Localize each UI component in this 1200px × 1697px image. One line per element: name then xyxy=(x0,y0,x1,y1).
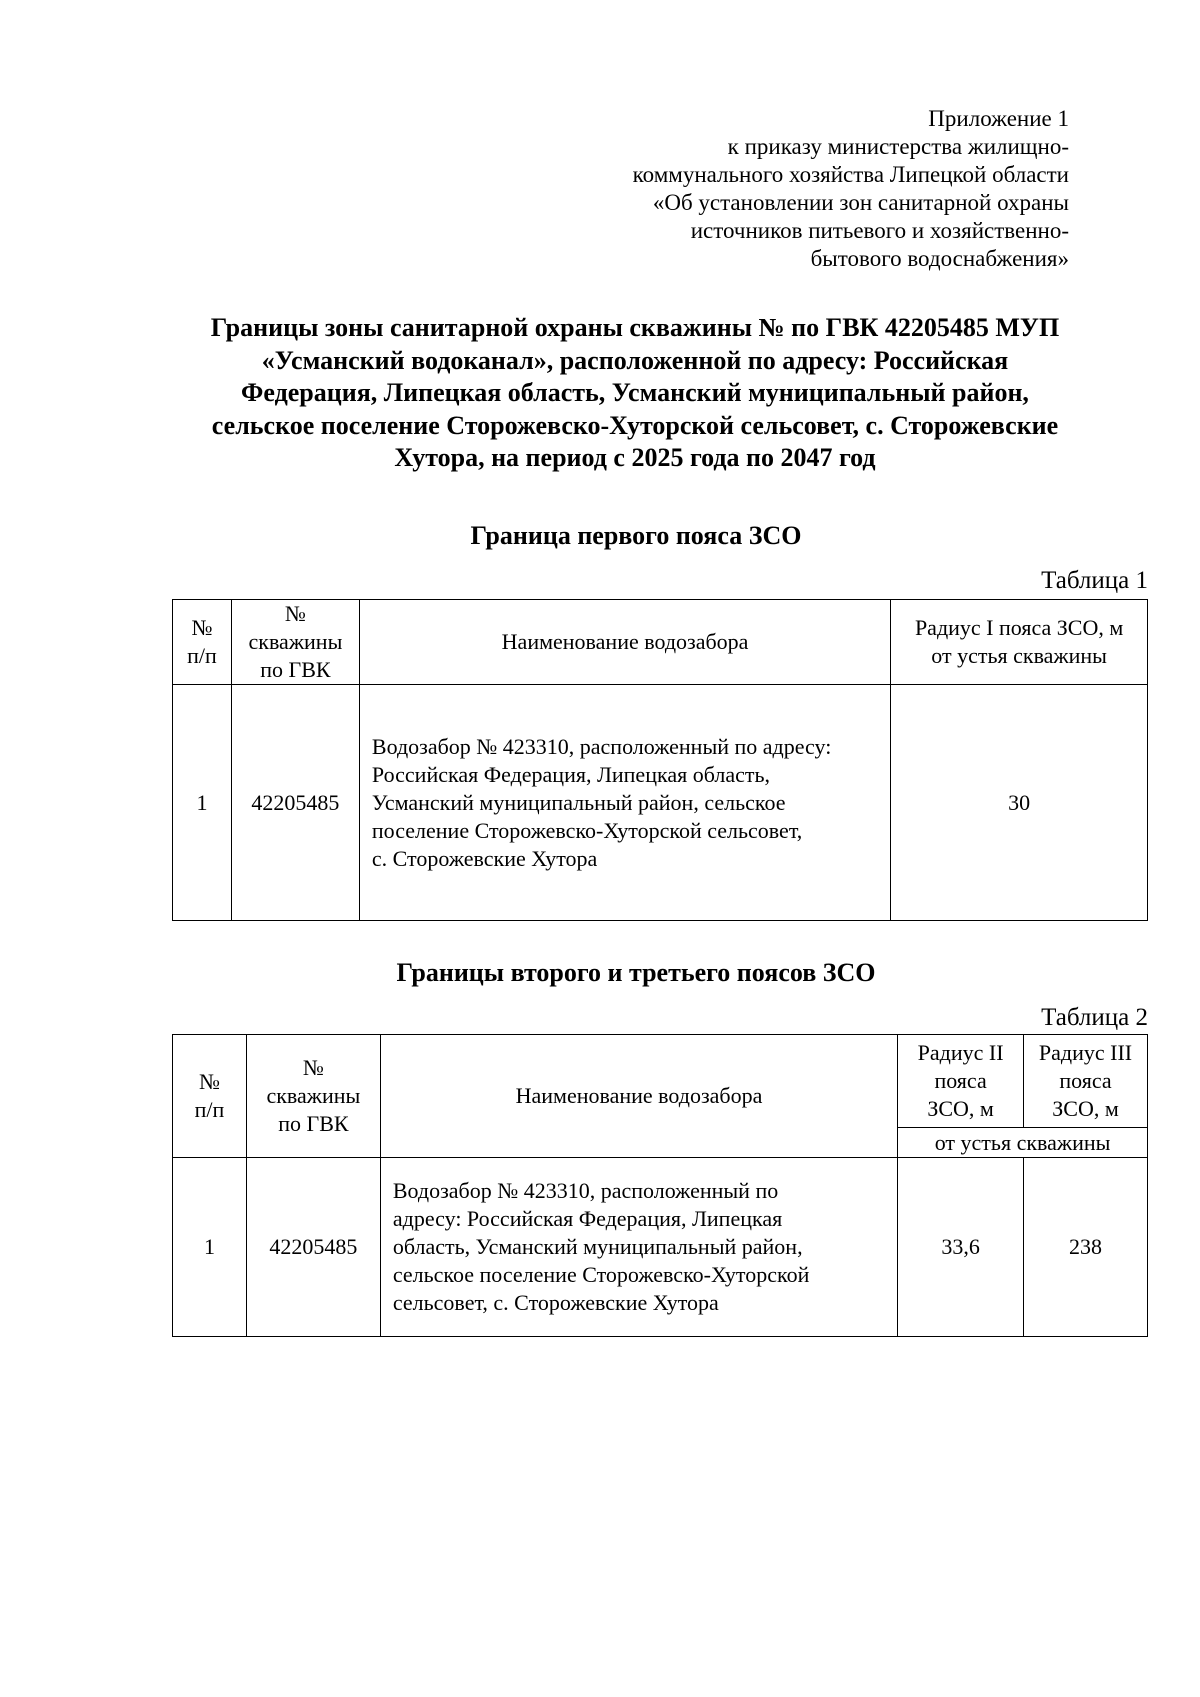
cell-well: 42205485 xyxy=(231,685,359,921)
title-line: Федерация, Липецкая область, Усманский муниципальный район, xyxy=(241,378,1029,407)
zone1-table xyxy=(172,599,1148,921)
cell-well: 42205485 xyxy=(246,1158,380,1337)
header-text: пояса xyxy=(1059,1068,1112,1093)
header-text: по ГВК xyxy=(278,1111,349,1136)
name-line: Водозабор № 423310, расположенный по xyxy=(392,1178,779,1203)
appendix-line: «Об установлении зон санитарной охраны xyxy=(652,190,1069,215)
header-well xyxy=(246,1035,380,1158)
name-line: сельсовет, с. Сторожевские Хутора xyxy=(392,1290,719,1315)
table-label-1: Таблица 1 xyxy=(1041,567,1148,594)
header-radius-3 xyxy=(1024,1035,1148,1128)
name-line: область, Усманский муниципальный район, xyxy=(392,1234,803,1259)
title-line: сельское поселение Сторожевско-Хуторской сельсовет, с. Сторожевские xyxy=(211,410,1059,440)
header-text: п/п xyxy=(187,643,217,668)
header-text: ЗСО, м xyxy=(927,1096,994,1121)
header-name: Наименование водозабора xyxy=(380,1035,897,1158)
cell-name xyxy=(359,685,890,921)
header-text: п/п xyxy=(194,1097,225,1122)
section-title-zone1: Граница первого пояса ЗСО xyxy=(470,521,802,550)
title-line: Границы зоны санитарной охраны скважины № по ГВК 42205485 МУП xyxy=(210,313,1060,342)
appendix-line: источников питьевого и хозяйственно- xyxy=(690,218,1069,243)
title-line: Хутора, на период с 2025 года по 2047 год xyxy=(394,443,876,472)
header-text: № xyxy=(191,615,213,640)
header-text: ЗСО, м xyxy=(1052,1096,1119,1121)
table-header-row xyxy=(173,600,1148,685)
appendix-line: Приложение 1 xyxy=(928,106,1069,131)
header-text: Радиус I пояса ЗСО, м xyxy=(914,615,1124,640)
name-line: Российская Федерация, Липецкая область, xyxy=(371,761,771,787)
header-text: от устья скважины xyxy=(931,643,1107,668)
cell-radius: 30 xyxy=(891,685,1148,921)
header-text: по ГВК xyxy=(260,657,331,682)
header-text: скважины xyxy=(248,629,343,654)
appendix-line: бытового водоснабжения» xyxy=(810,246,1069,271)
zone23-table xyxy=(172,1034,1148,1337)
appendix-note xyxy=(369,105,1069,273)
appendix-line: коммунального хозяйства Липецкой области xyxy=(632,162,1069,187)
cell-num: 1 xyxy=(173,685,232,921)
header-well xyxy=(231,600,359,685)
title-line: «Усманский водоканал», расположенной по адресу: Российская xyxy=(261,345,1009,375)
header-text: Радиус II xyxy=(917,1040,1004,1065)
header-text: № xyxy=(284,601,306,626)
cell-radius-3: 238 xyxy=(1024,1158,1148,1337)
name-line: с. Сторожевские Хутора xyxy=(371,845,598,871)
name-line: Водозабор № 423310, расположенный по адресу: xyxy=(371,733,832,759)
table-row xyxy=(173,1158,1148,1337)
header-text: Радиус III xyxy=(1038,1040,1133,1065)
cell-num: 1 xyxy=(173,1158,247,1337)
table-header-row xyxy=(173,1035,1148,1128)
cell-radius-2: 33,6 xyxy=(898,1158,1024,1337)
header-name: Наименование водозабора xyxy=(359,600,890,685)
section-title-zone23: Границы второго и третьего поясов ЗСО xyxy=(396,958,876,987)
header-radius-sub: от устья скважины xyxy=(898,1128,1148,1158)
name-line: адресу: Российская Федерация, Липецкая xyxy=(392,1206,783,1231)
header-text: скважины xyxy=(266,1083,361,1108)
document-title xyxy=(170,312,1100,475)
header-text: № xyxy=(302,1055,324,1080)
table-row xyxy=(173,685,1148,921)
header-num xyxy=(173,1035,247,1158)
header-text: № xyxy=(198,1069,220,1094)
name-line: поселение Сторожевско-Хуторской сельсовет, xyxy=(371,817,803,843)
name-line: Усманский муниципальный район, сельское xyxy=(371,789,786,815)
name-line: сельское поселение Сторожевско-Хуторской xyxy=(392,1262,810,1287)
header-radius xyxy=(891,600,1148,685)
header-num xyxy=(173,600,232,685)
header-text: пояса xyxy=(934,1068,987,1093)
cell-name xyxy=(380,1158,897,1337)
header-radius-2 xyxy=(898,1035,1024,1128)
table-label-2: Таблица 2 xyxy=(1041,1004,1148,1031)
appendix-line: к приказу министерства жилищно- xyxy=(727,134,1069,159)
